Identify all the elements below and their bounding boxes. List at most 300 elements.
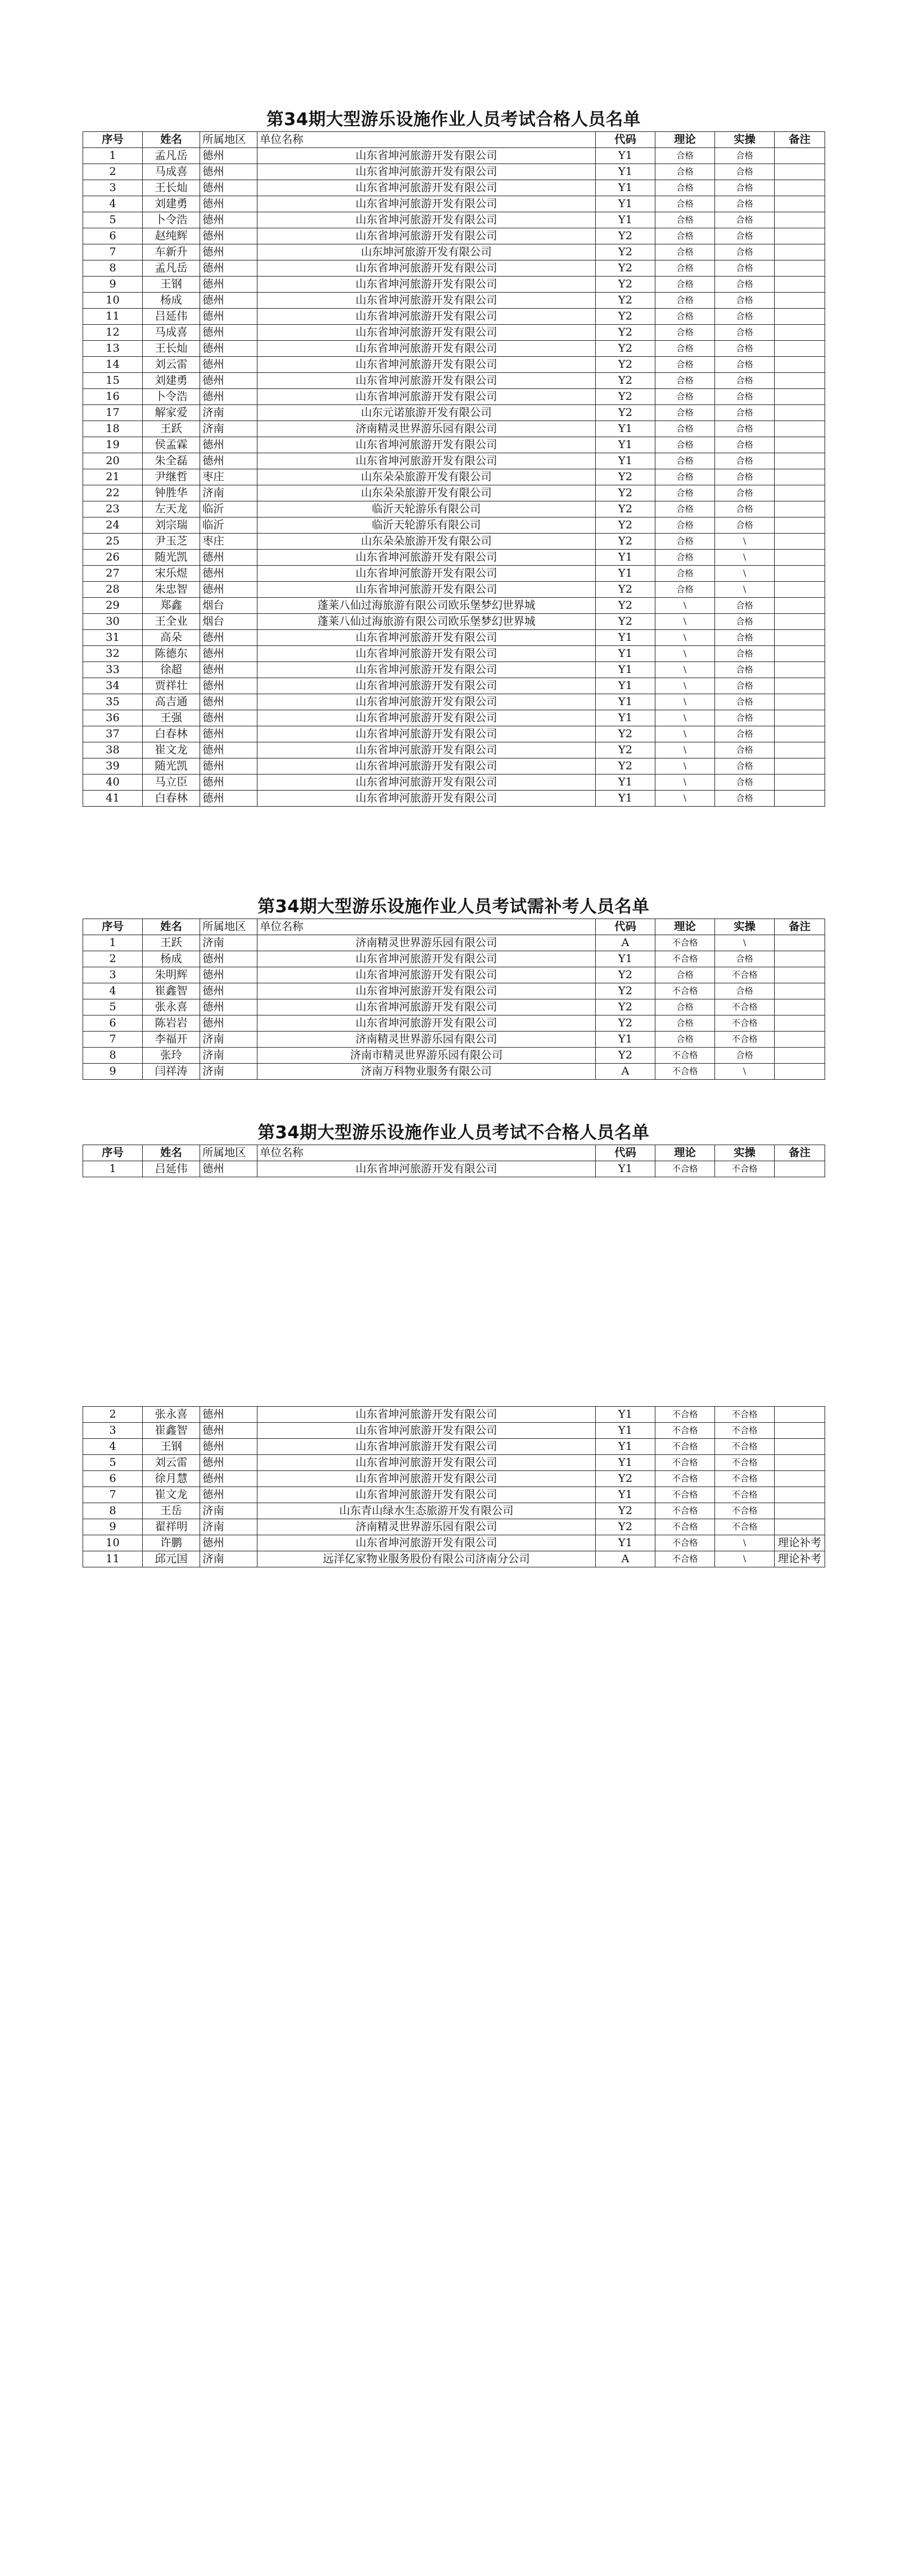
cell-unit: 山东省坤河旅游开发有限公司 [257, 742, 596, 758]
cell-note [775, 277, 825, 293]
cell-area: 德州 [200, 325, 257, 341]
cell-area: 德州 [200, 983, 257, 999]
cell-theory: 合格 [655, 260, 715, 277]
cell-theory: 不合格 [655, 1455, 715, 1471]
cell-name: 马成喜 [143, 325, 200, 341]
cell-practice: 合格 [715, 469, 775, 485]
cell-practice: 不合格 [715, 1487, 775, 1503]
cell-note [775, 1471, 825, 1487]
qualified-rows [83, 148, 825, 807]
cell-seq: 41 [83, 791, 143, 807]
cell-theory: \ [655, 758, 715, 775]
cell-code: Y1 [596, 1535, 655, 1551]
cell-theory: 合格 [655, 1015, 715, 1032]
cell-unit: 山东省坤河旅游开发有限公司 [257, 148, 596, 164]
cell-seq: 30 [83, 614, 143, 630]
table-row [83, 983, 825, 999]
cell-practice: \ [715, 1064, 775, 1080]
cell-code: Y1 [596, 421, 655, 437]
cell-seq: 11 [83, 1551, 143, 1567]
cell-name: 孟凡岳 [143, 148, 200, 164]
cell-area: 德州 [200, 646, 257, 662]
cell-code: Y1 [596, 180, 655, 196]
cell-unit: 蓬莱八仙过海旅游有限公司欧乐堡梦幻世界城 [257, 614, 596, 630]
cell-name: 杨成 [143, 951, 200, 967]
cell-area: 德州 [200, 148, 257, 164]
cell-theory: 不合格 [655, 1048, 715, 1064]
cell-seq: 6 [83, 1471, 143, 1487]
retake-title: 第34期大型游乐设施作业人员考试需补考人员名单 [257, 897, 650, 917]
cell-note [775, 453, 825, 469]
table-row [83, 710, 825, 726]
cell-name: 徐月慧 [143, 1471, 200, 1487]
cell-code: Y2 [596, 405, 655, 421]
cell-seq: 7 [83, 244, 143, 260]
cell-theory: \ [655, 775, 715, 791]
cell-area: 德州 [200, 742, 257, 758]
cell-area: 德州 [200, 244, 257, 260]
cell-note [775, 501, 825, 517]
cell-theory: 合格 [655, 309, 715, 325]
cell-name: 王钢 [143, 1439, 200, 1455]
table-row [83, 357, 825, 373]
table-row [83, 309, 825, 325]
cell-code: Y2 [596, 357, 655, 373]
cell-area: 德州 [200, 180, 257, 196]
table-row [83, 791, 825, 807]
cell-area: 临沂 [200, 517, 257, 534]
cell-seq: 14 [83, 357, 143, 373]
table-row [83, 469, 825, 485]
header-name: 姓名 [143, 132, 200, 148]
cell-practice: 合格 [715, 260, 775, 277]
cell-note [775, 1407, 825, 1423]
cell-name: 吕延伟 [143, 309, 200, 325]
cell-code: Y1 [596, 1407, 655, 1423]
cell-unit: 山东省坤河旅游开发有限公司 [257, 389, 596, 405]
table-row [83, 598, 825, 614]
cell-theory: 不合格 [655, 935, 715, 951]
cell-code: Y2 [596, 341, 655, 357]
cell-name: 王全业 [143, 614, 200, 630]
cell-practice: 不合格 [715, 1032, 775, 1048]
cell-unit: 山东省坤河旅游开发有限公司 [257, 775, 596, 791]
cell-note [775, 550, 825, 566]
cell-area: 德州 [200, 1455, 257, 1471]
cell-unit: 山东省坤河旅游开发有限公司 [257, 357, 596, 373]
table-row [83, 293, 825, 309]
cell-theory: 不合格 [655, 1503, 715, 1519]
cell-note [775, 678, 825, 694]
cell-name: 白春林 [143, 726, 200, 742]
cell-seq: 11 [83, 309, 143, 325]
cell-area: 济南 [200, 1064, 257, 1080]
table-row [83, 758, 825, 775]
cell-area: 德州 [200, 999, 257, 1015]
cell-area: 济南 [200, 1519, 257, 1535]
cell-code: A [596, 1551, 655, 1567]
cell-code: Y2 [596, 501, 655, 517]
cell-area: 济南 [200, 405, 257, 421]
cell-theory: 不合格 [655, 1471, 715, 1487]
cell-name: 刘建勇 [143, 196, 200, 212]
cell-note [775, 598, 825, 614]
cell-code: Y1 [596, 196, 655, 212]
cell-practice: 合格 [715, 421, 775, 437]
cell-seq: 2 [83, 164, 143, 180]
cell-note [775, 1015, 825, 1032]
table-row [83, 421, 825, 437]
cell-note: 理论补考 [775, 1535, 825, 1551]
cell-name: 随光凯 [143, 550, 200, 566]
cell-unit: 山东省坤河旅游开发有限公司 [257, 228, 596, 244]
cell-code: Y1 [596, 1487, 655, 1503]
cell-area: 德州 [200, 373, 257, 389]
cell-practice: 合格 [715, 983, 775, 999]
cell-note [775, 742, 825, 758]
cell-note [775, 437, 825, 453]
header-row [83, 1145, 825, 1161]
failed-section [83, 1122, 825, 1177]
cell-unit: 山东省坤河旅游开发有限公司 [257, 758, 596, 775]
cell-name: 刘建勇 [143, 373, 200, 389]
cell-name: 宋乐煜 [143, 566, 200, 582]
cell-unit: 山东省坤河旅游开发有限公司 [257, 1015, 596, 1032]
cell-seq: 9 [83, 1519, 143, 1535]
cell-unit: 山东省坤河旅游开发有限公司 [257, 951, 596, 967]
cell-practice: 合格 [715, 244, 775, 260]
cell-note [775, 309, 825, 325]
cell-name: 刘云雷 [143, 1455, 200, 1471]
table-row [83, 646, 825, 662]
cell-theory: 合格 [655, 212, 715, 228]
cell-seq: 18 [83, 421, 143, 437]
failed-continued-rows [83, 1407, 825, 1567]
header-theory: 理论 [655, 132, 715, 148]
cell-theory: \ [655, 630, 715, 646]
cell-seq: 1 [83, 148, 143, 164]
cell-practice: 合格 [715, 164, 775, 180]
failed-table [83, 1145, 825, 1177]
cell-unit: 山东省坤河旅游开发有限公司 [257, 678, 596, 694]
cell-seq: 26 [83, 550, 143, 566]
retake-rows [83, 935, 825, 1080]
cell-note [775, 421, 825, 437]
cell-area: 德州 [200, 678, 257, 694]
cell-code: Y1 [596, 1455, 655, 1471]
cell-name: 崔鑫智 [143, 1423, 200, 1439]
table-row [83, 389, 825, 405]
cell-note [775, 935, 825, 951]
cell-area: 济南 [200, 1551, 257, 1567]
cell-unit: 山东省坤河旅游开发有限公司 [257, 437, 596, 453]
cell-note [775, 999, 825, 1015]
cell-practice: 合格 [715, 325, 775, 341]
cell-theory: \ [655, 598, 715, 614]
table-row [83, 180, 825, 196]
cell-code: Y1 [596, 1161, 655, 1177]
cell-practice: 合格 [715, 196, 775, 212]
cell-code: Y1 [596, 1032, 655, 1048]
cell-code: Y2 [596, 485, 655, 501]
cell-name: 尹玉芝 [143, 534, 200, 550]
cell-theory: 合格 [655, 228, 715, 244]
cell-theory: 合格 [655, 566, 715, 582]
cell-area: 德州 [200, 726, 257, 742]
cell-area: 德州 [200, 550, 257, 566]
cell-note [775, 357, 825, 373]
header-note: 备注 [775, 132, 825, 148]
cell-theory: 合格 [655, 999, 715, 1015]
table-row [83, 935, 825, 951]
retake-table [83, 919, 825, 1080]
cell-code: Y2 [596, 758, 655, 775]
cell-code: A [596, 1064, 655, 1080]
table-row [83, 373, 825, 389]
header-unit: 单位名称 [257, 919, 596, 935]
cell-note [775, 662, 825, 678]
cell-name: 张玲 [143, 1048, 200, 1064]
cell-seq: 1 [83, 1161, 143, 1177]
cell-note [775, 630, 825, 646]
cell-seq: 3 [83, 180, 143, 196]
cell-note [775, 1455, 825, 1471]
cell-theory: 合格 [655, 453, 715, 469]
cell-practice: 合格 [715, 485, 775, 501]
header-area: 所属地区 [200, 919, 257, 935]
cell-practice: 合格 [715, 228, 775, 244]
cell-name: 邱元国 [143, 1551, 200, 1567]
cell-theory: \ [655, 678, 715, 694]
cell-practice: 不合格 [715, 1455, 775, 1471]
cell-practice: 合格 [715, 614, 775, 630]
table-row [83, 1455, 825, 1471]
cell-unit: 山东省坤河旅游开发有限公司 [257, 180, 596, 196]
cell-unit: 临沂天轮游乐有限公司 [257, 517, 596, 534]
cell-area: 德州 [200, 437, 257, 453]
cell-seq: 8 [83, 1048, 143, 1064]
cell-seq: 16 [83, 389, 143, 405]
cell-theory: 合格 [655, 373, 715, 389]
table-row [83, 228, 825, 244]
cell-area: 德州 [200, 1535, 257, 1551]
table-row [83, 1471, 825, 1487]
failed-title: 第34期大型游乐设施作业人员考试不合格人员名单 [257, 1123, 650, 1143]
cell-seq: 15 [83, 373, 143, 389]
cell-seq: 7 [83, 1032, 143, 1048]
cell-name: 尹继哲 [143, 469, 200, 485]
cell-seq: 8 [83, 1503, 143, 1519]
retake-section [83, 896, 825, 1080]
cell-seq: 37 [83, 726, 143, 742]
cell-theory: \ [655, 662, 715, 678]
cell-code: Y1 [596, 951, 655, 967]
cell-seq: 21 [83, 469, 143, 485]
cell-seq: 31 [83, 630, 143, 646]
header-name: 姓名 [143, 1145, 200, 1161]
cell-theory: 合格 [655, 341, 715, 357]
cell-theory: 合格 [655, 469, 715, 485]
table-row [83, 1439, 825, 1455]
cell-note [775, 967, 825, 983]
cell-theory: 合格 [655, 501, 715, 517]
cell-unit: 山东省坤河旅游开发有限公司 [257, 1455, 596, 1471]
cell-theory: 不合格 [655, 951, 715, 967]
cell-unit: 临沂天轮游乐有限公司 [257, 501, 596, 517]
cell-practice: 合格 [715, 598, 775, 614]
cell-practice: 合格 [715, 646, 775, 662]
cell-name: 王岳 [143, 1503, 200, 1519]
cell-name: 侯孟霖 [143, 437, 200, 453]
cell-note [775, 582, 825, 598]
table-row [83, 999, 825, 1015]
cell-code: Y1 [596, 662, 655, 678]
cell-practice: 合格 [715, 405, 775, 421]
table-row [83, 1423, 825, 1439]
cell-name: 刘云雷 [143, 357, 200, 373]
cell-unit: 山东省坤河旅游开发有限公司 [257, 1487, 596, 1503]
table-row [83, 405, 825, 421]
cell-practice: 合格 [715, 1048, 775, 1064]
table-row [83, 726, 825, 742]
cell-name: 张永喜 [143, 999, 200, 1015]
cell-practice: 合格 [715, 389, 775, 405]
cell-unit: 山东省坤河旅游开发有限公司 [257, 710, 596, 726]
cell-name: 王强 [143, 710, 200, 726]
cell-area: 德州 [200, 630, 257, 646]
cell-theory: 合格 [655, 550, 715, 566]
cell-seq: 32 [83, 646, 143, 662]
cell-unit: 蓬莱八仙过海旅游有限公司欧乐堡梦幻世界城 [257, 598, 596, 614]
cell-seq: 39 [83, 758, 143, 775]
cell-name: 白春林 [143, 791, 200, 807]
cell-theory: 合格 [655, 180, 715, 196]
cell-practice: 合格 [715, 710, 775, 726]
cell-code: Y1 [596, 710, 655, 726]
cell-unit: 山东省坤河旅游开发有限公司 [257, 277, 596, 293]
cell-area: 德州 [200, 951, 257, 967]
cell-code: Y1 [596, 212, 655, 228]
cell-practice: 不合格 [715, 1423, 775, 1439]
cell-theory: 不合格 [655, 1551, 715, 1567]
cell-area: 德州 [200, 212, 257, 228]
cell-code: Y2 [596, 309, 655, 325]
cell-name: 王跃 [143, 421, 200, 437]
cell-practice: 合格 [715, 726, 775, 742]
table-row [83, 1551, 825, 1567]
cell-name: 闫祥涛 [143, 1064, 200, 1080]
cell-code: Y1 [596, 550, 655, 566]
cell-theory: 合格 [655, 325, 715, 341]
cell-practice: 合格 [715, 678, 775, 694]
cell-seq: 3 [83, 1423, 143, 1439]
cell-theory: 不合格 [655, 983, 715, 999]
cell-area: 德州 [200, 710, 257, 726]
header-area: 所属地区 [200, 132, 257, 148]
cell-note [775, 164, 825, 180]
cell-name: 崔文龙 [143, 1487, 200, 1503]
table-row [83, 534, 825, 550]
cell-name: 郑鑫 [143, 598, 200, 614]
header-seq: 序号 [83, 1145, 143, 1161]
table-row [83, 614, 825, 630]
cell-theory: 合格 [655, 244, 715, 260]
cell-theory: \ [655, 614, 715, 630]
table-row [83, 1064, 825, 1080]
cell-name: 陈岩岩 [143, 1015, 200, 1032]
cell-unit: 山东省坤河旅游开发有限公司 [257, 260, 596, 277]
table-row [83, 967, 825, 983]
cell-note [775, 1423, 825, 1439]
cell-name: 王跃 [143, 935, 200, 951]
cell-code: Y1 [596, 630, 655, 646]
cell-practice: 合格 [715, 742, 775, 758]
cell-name: 朱全磊 [143, 453, 200, 469]
cell-note [775, 196, 825, 212]
cell-area: 德州 [200, 1487, 257, 1503]
cell-unit: 山东省坤河旅游开发有限公司 [257, 791, 596, 807]
cell-name: 高吉通 [143, 694, 200, 710]
table-row [83, 1032, 825, 1048]
table-row [83, 437, 825, 453]
table-row [83, 325, 825, 341]
qualified-section [83, 108, 825, 807]
cell-area: 德州 [200, 1015, 257, 1032]
cell-practice: 合格 [715, 791, 775, 807]
cell-seq: 22 [83, 485, 143, 501]
cell-name: 吕延伟 [143, 1161, 200, 1177]
cell-code: Y2 [596, 1015, 655, 1032]
cell-code: Y2 [596, 277, 655, 293]
cell-seq: 40 [83, 775, 143, 791]
cell-seq: 25 [83, 534, 143, 550]
cell-name: 王长灿 [143, 180, 200, 196]
cell-code: Y1 [596, 646, 655, 662]
cell-practice: 合格 [715, 309, 775, 325]
cell-practice: 合格 [715, 293, 775, 309]
cell-area: 德州 [200, 694, 257, 710]
table-row [83, 501, 825, 517]
header-code: 代码 [596, 132, 655, 148]
cell-code: Y2 [596, 1471, 655, 1487]
table-row [83, 212, 825, 228]
cell-name: 随光凯 [143, 758, 200, 775]
cell-area: 烟台 [200, 614, 257, 630]
cell-name: 解家爱 [143, 405, 200, 421]
cell-practice: 合格 [715, 517, 775, 534]
cell-practice: 不合格 [715, 1471, 775, 1487]
table-row [83, 775, 825, 791]
cell-unit: 山东省坤河旅游开发有限公司 [257, 1423, 596, 1439]
cell-unit: 山东省坤河旅游开发有限公司 [257, 1407, 596, 1423]
cell-practice: 不合格 [715, 967, 775, 983]
cell-code: Y1 [596, 694, 655, 710]
cell-name: 杨成 [143, 293, 200, 309]
cell-code: Y2 [596, 983, 655, 999]
table-row [83, 196, 825, 212]
table-row [83, 485, 825, 501]
cell-note [775, 775, 825, 791]
header-note: 备注 [775, 1145, 825, 1161]
cell-name: 左天龙 [143, 501, 200, 517]
cell-unit: 山东省坤河旅游开发有限公司 [257, 1439, 596, 1455]
table-row [83, 517, 825, 534]
cell-unit: 济南市精灵世界游乐园有限公司 [257, 1048, 596, 1064]
cell-area: 德州 [200, 758, 257, 775]
cell-practice: 合格 [715, 501, 775, 517]
cell-unit: 山东省坤河旅游开发有限公司 [257, 662, 596, 678]
cell-code: Y1 [596, 437, 655, 453]
